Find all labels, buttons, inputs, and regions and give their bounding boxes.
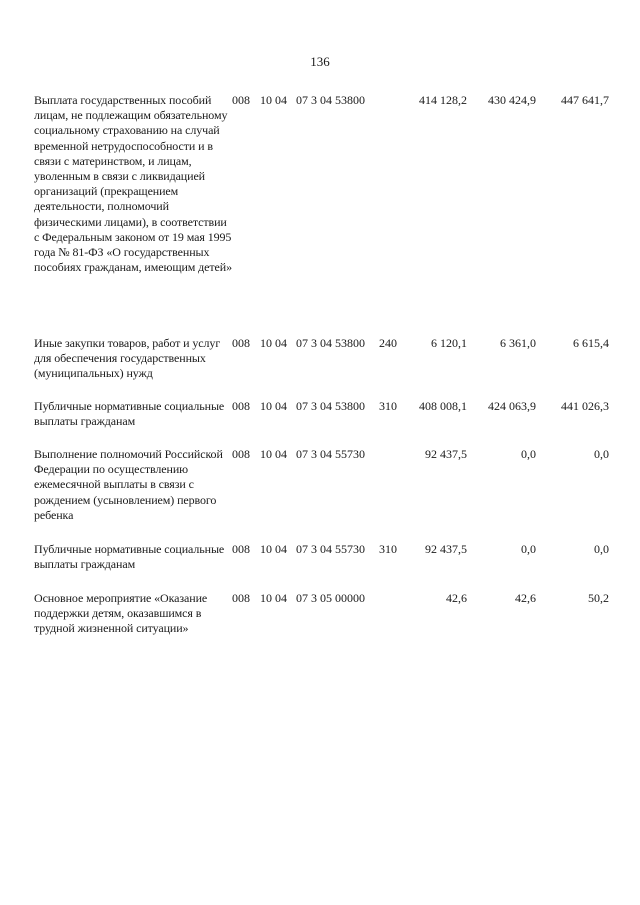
code-ministry: 008 bbox=[232, 542, 250, 556]
code-subsection: 04 bbox=[275, 447, 287, 461]
code-ministry: 008 bbox=[232, 591, 250, 605]
amount-year-2: 0,0 bbox=[521, 542, 536, 556]
row-name: Выплата государственных пособий лицам, не подлежащим обязательному социальному страхованию на случай временной нетрудоспособности и в связи с материнством, и лицам, уволенным в связи с ликвидацией организаций (прекращением деятельности, полномочий физическими лицами), в соответствии с Федеральным законом от 19 мая 1995 года № 81-ФЗ «О государственных пособиях гражданам, имеющим детей» bbox=[34, 93, 232, 275]
amount-year-1: 92 437,5 bbox=[425, 542, 467, 556]
code-program: 07 3 04 55730 bbox=[296, 542, 365, 556]
code-subsection: 04 bbox=[275, 542, 287, 556]
amount-year-2: 0,0 bbox=[521, 447, 536, 461]
amount-year-3: 0,0 bbox=[594, 542, 609, 556]
code-vr: 310 bbox=[379, 399, 397, 413]
row-name: Выполнение полномочий Российской Федерации по осуществлению ежемесячной выплаты в связи с рождением (усыновлением) первого ребенка bbox=[34, 447, 223, 522]
code-section: 10 bbox=[260, 542, 272, 556]
amount-year-3: 441 026,3 bbox=[561, 399, 609, 413]
row-name: Основное мероприятие «Оказание поддержки детям, оказавшимся в трудной жизненной ситуации» bbox=[34, 591, 208, 636]
code-section: 10 bbox=[260, 336, 272, 350]
amount-year-3: 6 615,4 bbox=[573, 336, 609, 350]
code-program: 07 3 04 53800 bbox=[296, 336, 365, 350]
amount-year-1: 408 008,1 bbox=[419, 399, 467, 413]
row-name: Публичные нормативные социальные выплаты гражданам bbox=[34, 399, 225, 429]
code-subsection: 04 bbox=[275, 336, 287, 350]
code-vr: 310 bbox=[379, 542, 397, 556]
code-vr: 240 bbox=[379, 336, 397, 350]
row-name: Иные закупки товаров, работ и услуг для обеспечения государственных (муниципальных) нужд bbox=[34, 336, 221, 381]
amount-year-2: 424 063,9 bbox=[488, 399, 536, 413]
amount-year-3: 0,0 bbox=[594, 447, 609, 461]
code-ministry: 008 bbox=[232, 93, 250, 107]
code-section: 10 bbox=[260, 447, 272, 461]
code-program: 07 3 04 53800 bbox=[296, 399, 365, 413]
code-subsection: 04 bbox=[275, 591, 287, 605]
amount-year-3: 50,2 bbox=[588, 591, 609, 605]
code-program: 07 3 04 55730 bbox=[296, 447, 365, 461]
code-section: 10 bbox=[260, 591, 272, 605]
code-program: 07 3 05 00000 bbox=[296, 591, 365, 605]
amount-year-1: 42,6 bbox=[446, 591, 467, 605]
amount-year-2: 42,6 bbox=[515, 591, 536, 605]
code-ministry: 008 bbox=[232, 336, 250, 350]
amount-year-1: 414 128,2 bbox=[419, 93, 467, 107]
amount-year-2: 430 424,9 bbox=[488, 93, 536, 107]
code-section: 10 bbox=[260, 399, 272, 413]
amount-year-1: 6 120,1 bbox=[431, 336, 467, 350]
amount-year-1: 92 437,5 bbox=[425, 447, 467, 461]
code-subsection: 04 bbox=[275, 399, 287, 413]
row-name: Публичные нормативные социальные выплаты гражданам bbox=[34, 542, 225, 572]
code-ministry: 008 bbox=[232, 399, 250, 413]
page-number: 136 bbox=[310, 54, 330, 69]
code-program: 07 3 04 53800 bbox=[296, 93, 365, 107]
amount-year-2: 6 361,0 bbox=[500, 336, 536, 350]
amount-year-3: 447 641,7 bbox=[561, 93, 609, 107]
code-section: 10 bbox=[260, 93, 272, 107]
code-ministry: 008 bbox=[232, 447, 250, 461]
code-subsection: 04 bbox=[275, 93, 287, 107]
